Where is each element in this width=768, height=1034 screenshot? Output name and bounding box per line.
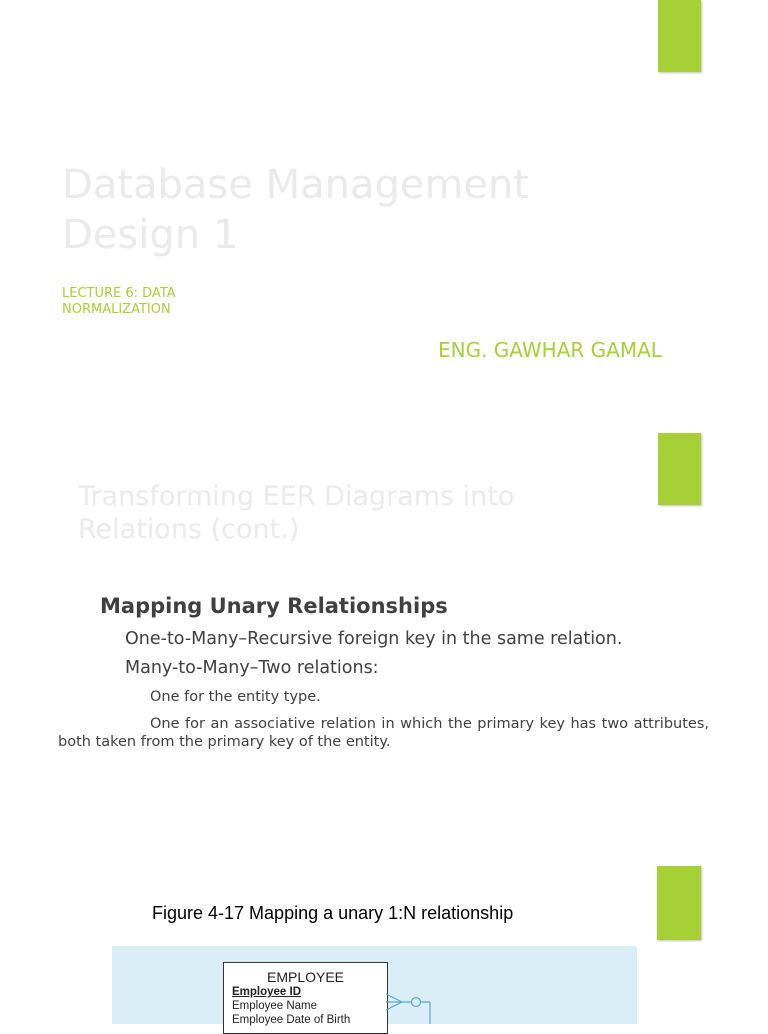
entity-attribute: Employee Date of Birth [232, 1014, 351, 1026]
slide1-title: Database Management Design 1 [62, 162, 530, 258]
figure-caption: Figure 4-17 Mapping a unary 1:N relationship [152, 903, 514, 923]
slide2-accent-bar [658, 433, 701, 505]
figure-diagram [112, 946, 637, 1024]
entity-attribute: Employee Name [232, 1000, 318, 1012]
slide2-title: Transforming EER Diagrams into Relations (cont.) [78, 481, 515, 545]
bullet-level3: One for the entity type. [150, 689, 321, 705]
entity-attribute-primary-key: Employee ID [232, 986, 302, 998]
recursive-relationship-line [386, 986, 446, 1024]
bullet-level2: Many-to-Many–Two relations: [125, 658, 379, 678]
slide1-subtitle: LECTURE 6: DATA NORMALIZATION [62, 286, 176, 317]
slide1-accent-bar [658, 0, 701, 72]
bullet-level3: One for an associative relation in which the primary key has two attributes, both taken from the primary key of the entity. [58, 716, 709, 750]
bullet-level1: Mapping Unary Relationships [100, 594, 448, 618]
bullet-level2: One-to-Many–Recursive foreign key in the same relation. [125, 629, 623, 649]
slide3-accent-bar [657, 866, 701, 940]
slide1-author: ENG. GAWHAR GAMAL [438, 338, 662, 362]
entity-box [223, 962, 388, 1034]
entity-name: EMPLOYEE [266, 969, 345, 985]
